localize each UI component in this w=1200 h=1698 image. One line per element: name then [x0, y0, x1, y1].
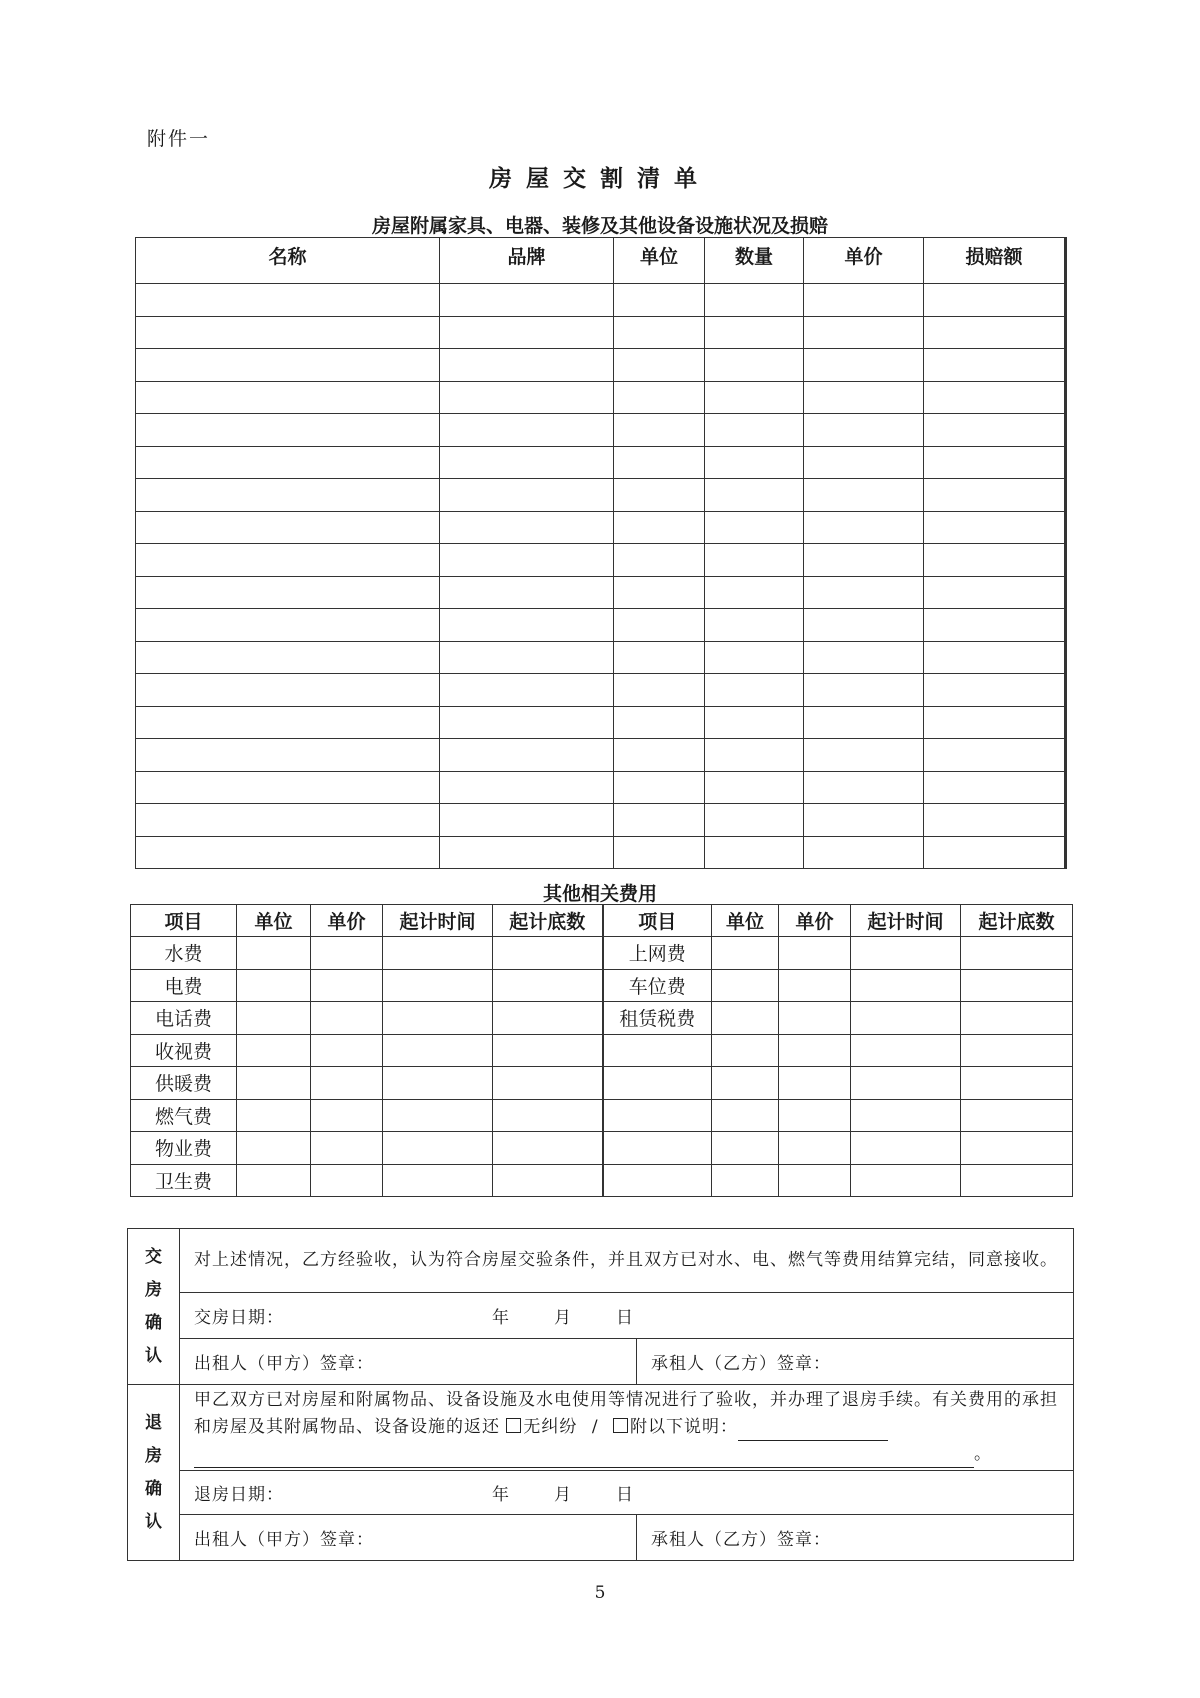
empty-cell[interactable]: [851, 1164, 961, 1197]
fees-section-heading: 其他相关费用: [542, 883, 657, 905]
empty-cell[interactable]: [440, 641, 614, 674]
empty-cell[interactable]: [614, 284, 705, 317]
empty-cell[interactable]: [804, 706, 924, 739]
empty-cell[interactable]: [237, 969, 311, 1002]
empty-cell[interactable]: [779, 937, 851, 970]
fees-header-row: [131, 905, 1073, 937]
empty-cell[interactable]: [779, 1067, 851, 1100]
empty-cell[interactable]: [705, 284, 804, 317]
empty-cell[interactable]: [136, 836, 440, 869]
empty-cell[interactable]: [614, 804, 705, 837]
empty-cell[interactable]: [614, 641, 705, 674]
empty-cell[interactable]: [924, 284, 1066, 317]
empty-cell[interactable]: [136, 609, 440, 642]
empty-cell[interactable]: [237, 1164, 311, 1197]
empty-cell[interactable]: [705, 641, 804, 674]
empty-cell[interactable]: [383, 1067, 493, 1100]
table-row: [136, 706, 1066, 739]
empty-cell[interactable]: [614, 836, 705, 869]
fee-item-label: [603, 1067, 712, 1100]
table-row: [136, 414, 1066, 447]
empty-cell[interactable]: [779, 1002, 851, 1035]
empty-cell[interactable]: [311, 969, 383, 1002]
empty-cell[interactable]: [614, 544, 705, 577]
table-row: [136, 381, 1066, 414]
empty-cell[interactable]: [136, 641, 440, 674]
table-row: [136, 641, 1066, 674]
empty-cell[interactable]: [924, 414, 1066, 447]
empty-cell[interactable]: [311, 1034, 383, 1067]
empty-cell[interactable]: [804, 576, 924, 609]
empty-cell[interactable]: [924, 576, 1066, 609]
column-header: 单价: [311, 905, 383, 937]
empty-cell[interactable]: [705, 771, 804, 804]
handover-year: 年: [492, 1308, 510, 1328]
empty-cell[interactable]: [705, 414, 804, 447]
table-row: [136, 479, 1066, 512]
empty-cell[interactable]: [804, 381, 924, 414]
column-header: 品牌: [440, 238, 614, 284]
empty-cell[interactable]: [614, 609, 705, 642]
empty-cell[interactable]: [924, 706, 1066, 739]
empty-cell[interactable]: [961, 1164, 1073, 1197]
empty-cell[interactable]: [961, 1067, 1073, 1100]
checkout-day: 日: [616, 1485, 634, 1505]
checkout-lessee-signature: 承租人（乙方）签章：: [637, 1515, 1074, 1561]
table-row: [136, 544, 1066, 577]
empty-cell[interactable]: [705, 479, 804, 512]
empty-cell[interactable]: [779, 1164, 851, 1197]
empty-cell[interactable]: [614, 576, 705, 609]
empty-cell[interactable]: [924, 316, 1066, 349]
fee-item-label: 电话费: [131, 1002, 237, 1035]
table-row: [136, 349, 1066, 382]
empty-cell[interactable]: [705, 836, 804, 869]
empty-cell[interactable]: [440, 576, 614, 609]
checkout-date-label: 退房日期：: [194, 1485, 284, 1505]
empty-cell[interactable]: [440, 316, 614, 349]
table-row: [136, 316, 1066, 349]
empty-cell[interactable]: [779, 1132, 851, 1165]
empty-cell[interactable]: [961, 1002, 1073, 1035]
handover-lessee-signature: 承租人（乙方）签章：: [637, 1339, 1074, 1385]
checkout-sign-row: [128, 1515, 1074, 1561]
empty-cell[interactable]: [804, 511, 924, 544]
table-row: [131, 937, 1073, 970]
attachment-label: 附件一: [147, 128, 211, 150]
fee-item-label: 水费: [131, 937, 237, 970]
empty-cell[interactable]: [804, 674, 924, 707]
handover-date-label: 交房日期：: [194, 1308, 284, 1328]
checkout-date: [180, 1471, 1074, 1515]
handover-day: 日: [616, 1308, 634, 1328]
empty-cell[interactable]: [712, 969, 779, 1002]
empty-cell[interactable]: [136, 576, 440, 609]
handover-date-row: [128, 1293, 1074, 1339]
empty-cell[interactable]: [851, 1132, 961, 1165]
empty-cell[interactable]: [493, 1002, 603, 1035]
empty-cell[interactable]: [136, 414, 440, 447]
empty-cell[interactable]: [804, 641, 924, 674]
empty-cell[interactable]: [712, 1164, 779, 1197]
empty-cell[interactable]: [440, 284, 614, 317]
option-no-dispute: 无纠纷: [523, 1417, 578, 1437]
empty-cell[interactable]: [237, 1132, 311, 1165]
fee-item-label: [603, 1132, 712, 1165]
empty-cell[interactable]: [493, 1132, 603, 1165]
empty-cell[interactable]: [712, 1067, 779, 1100]
empty-cell[interactable]: [961, 969, 1073, 1002]
empty-cell[interactable]: [440, 511, 614, 544]
empty-cell[interactable]: [440, 674, 614, 707]
empty-cell[interactable]: [924, 609, 1066, 642]
empty-cell[interactable]: [311, 1099, 383, 1132]
table-row: [136, 576, 1066, 609]
empty-cell[interactable]: [924, 641, 1066, 674]
empty-cell[interactable]: [136, 804, 440, 837]
checkout-month: 月: [554, 1485, 572, 1505]
empty-cell[interactable]: [493, 937, 603, 970]
empty-cell[interactable]: [804, 349, 924, 382]
checkout-statement-text: 甲乙双方已对房屋和附属物品、设备设施及水电使用等情况进行了验收，并办理了退房手续。有关费用的承担和房屋及其附属物品、设备设施的返还: [194, 1390, 1058, 1437]
empty-cell[interactable]: [383, 969, 493, 1002]
table-row: [131, 1067, 1073, 1100]
empty-cell[interactable]: [136, 674, 440, 707]
fee-item-label: 车位费: [603, 969, 712, 1002]
empty-cell[interactable]: [237, 1002, 311, 1035]
handover-confirm-label: [128, 1229, 180, 1385]
column-header: 单价: [804, 238, 924, 284]
furniture-header-row: [136, 238, 1066, 284]
table-row: [136, 511, 1066, 544]
empty-cell[interactable]: [383, 1132, 493, 1165]
empty-cell[interactable]: [383, 937, 493, 970]
checkout-year: 年: [492, 1485, 510, 1505]
column-header: 单位: [712, 905, 779, 937]
empty-cell[interactable]: [136, 479, 440, 512]
empty-cell[interactable]: [924, 674, 1066, 707]
empty-cell[interactable]: [311, 1164, 383, 1197]
empty-cell[interactable]: [383, 1034, 493, 1067]
empty-cell[interactable]: [136, 284, 440, 317]
empty-cell[interactable]: [237, 1034, 311, 1067]
empty-cell[interactable]: [705, 544, 804, 577]
table-row: [136, 804, 1066, 837]
empty-cell[interactable]: [924, 836, 1066, 869]
handover-statement-row: [128, 1229, 1074, 1293]
empty-cell[interactable]: [440, 771, 614, 804]
confirmation-table: [127, 1228, 1074, 1561]
checkout-lessor-signature: 出租人（甲方）签章：: [180, 1515, 637, 1561]
handover-statement: 对上述情况，乙方经验收，认为符合房屋交验条件，并且双方已对水、电、燃气等费用结算完结，同意接收。: [180, 1229, 1074, 1293]
notes-blank-line[interactable]: [194, 1447, 974, 1468]
empty-cell[interactable]: [924, 544, 1066, 577]
fee-item-label: 上网费: [603, 937, 712, 970]
empty-cell[interactable]: [614, 349, 705, 382]
empty-cell[interactable]: [705, 316, 804, 349]
empty-cell[interactable]: [614, 381, 705, 414]
empty-cell[interactable]: [440, 544, 614, 577]
empty-cell[interactable]: [136, 706, 440, 739]
column-header: 名称: [136, 238, 440, 284]
empty-cell[interactable]: [237, 1099, 311, 1132]
empty-cell[interactable]: [440, 739, 614, 772]
empty-cell[interactable]: [804, 414, 924, 447]
empty-cell[interactable]: [804, 836, 924, 869]
empty-cell[interactable]: [136, 511, 440, 544]
column-header: 起计底数: [493, 905, 603, 937]
empty-cell[interactable]: [961, 1034, 1073, 1067]
handover-label-text: 交 房 确 认: [145, 1246, 162, 1366]
fee-item-label: 供暖费: [131, 1067, 237, 1100]
furniture-section-heading: 房屋附属家具、电器、装修及其他设备设施状况及损赔: [371, 215, 828, 237]
empty-cell[interactable]: [924, 511, 1066, 544]
empty-cell[interactable]: [705, 674, 804, 707]
fee-item-label: 卫生费: [131, 1164, 237, 1197]
empty-cell[interactable]: [136, 349, 440, 382]
handover-lessor-signature: 出租人（甲方）签章：: [180, 1339, 637, 1385]
empty-cell[interactable]: [712, 937, 779, 970]
option-separator: /: [591, 1417, 599, 1437]
table-row: [131, 1099, 1073, 1132]
checkout-statement: [180, 1385, 1074, 1471]
empty-cell[interactable]: [136, 771, 440, 804]
empty-cell[interactable]: [440, 609, 614, 642]
checkout-date-row: [128, 1471, 1074, 1515]
empty-cell[interactable]: [705, 381, 804, 414]
empty-cell[interactable]: [851, 1099, 961, 1132]
table-row: [136, 446, 1066, 479]
column-header: 项目: [603, 905, 712, 937]
empty-cell[interactable]: [705, 349, 804, 382]
empty-cell[interactable]: [804, 479, 924, 512]
empty-cell[interactable]: [924, 479, 1066, 512]
handover-date: [180, 1293, 1074, 1339]
empty-cell[interactable]: [493, 969, 603, 1002]
table-row: [136, 674, 1066, 707]
notes-blank-line[interactable]: [738, 1440, 888, 1441]
empty-cell[interactable]: [614, 706, 705, 739]
table-row: [136, 836, 1066, 869]
column-header: 项目: [131, 905, 237, 937]
empty-cell[interactable]: [493, 1067, 603, 1100]
empty-cell[interactable]: [311, 1067, 383, 1100]
empty-cell[interactable]: [804, 739, 924, 772]
empty-cell[interactable]: [614, 511, 705, 544]
empty-cell[interactable]: [614, 446, 705, 479]
empty-cell[interactable]: [311, 1002, 383, 1035]
empty-cell[interactable]: [924, 349, 1066, 382]
column-header: 数量: [705, 238, 804, 284]
empty-cell[interactable]: [712, 1034, 779, 1067]
empty-cell[interactable]: [804, 544, 924, 577]
empty-cell[interactable]: [924, 771, 1066, 804]
empty-cell[interactable]: [440, 836, 614, 869]
column-header: 损赔额: [924, 238, 1066, 284]
checkout-confirm-label: [128, 1385, 180, 1561]
empty-cell[interactable]: [924, 804, 1066, 837]
empty-cell[interactable]: [440, 414, 614, 447]
empty-cell[interactable]: [614, 739, 705, 772]
table-row: [136, 284, 1066, 317]
fee-item-label: [603, 1099, 712, 1132]
end-mark: 。: [974, 1444, 992, 1464]
empty-cell[interactable]: [712, 1099, 779, 1132]
empty-cell[interactable]: [705, 706, 804, 739]
empty-cell[interactable]: [136, 381, 440, 414]
checkout-label-text: 退 房 确 认: [145, 1412, 162, 1532]
empty-cell[interactable]: [705, 446, 804, 479]
empty-cell[interactable]: [311, 1132, 383, 1165]
fee-item-label: [603, 1034, 712, 1067]
table-row: [131, 1132, 1073, 1165]
empty-cell[interactable]: [779, 1034, 851, 1067]
empty-cell[interactable]: [493, 1099, 603, 1132]
handover-sign-row: [128, 1339, 1074, 1385]
table-row: [131, 969, 1073, 1002]
empty-cell[interactable]: [705, 576, 804, 609]
empty-cell[interactable]: [804, 284, 924, 317]
fee-item-label: 收视费: [131, 1034, 237, 1067]
table-row: [131, 1164, 1073, 1197]
empty-cell[interactable]: [705, 804, 804, 837]
table-row: [131, 1002, 1073, 1035]
column-header: 起计时间: [383, 905, 493, 937]
fee-item-label: [603, 1164, 712, 1197]
empty-cell[interactable]: [712, 1132, 779, 1165]
empty-cell[interactable]: [924, 381, 1066, 414]
empty-cell[interactable]: [961, 1099, 1073, 1132]
empty-cell[interactable]: [383, 1164, 493, 1197]
empty-cell[interactable]: [493, 1034, 603, 1067]
empty-cell[interactable]: [237, 937, 311, 970]
empty-cell[interactable]: [440, 479, 614, 512]
page-number: 5: [594, 1583, 606, 1603]
empty-cell[interactable]: [136, 739, 440, 772]
table-row: [136, 739, 1066, 772]
empty-cell[interactable]: [614, 674, 705, 707]
fees-table: [130, 904, 1073, 1197]
empty-cell[interactable]: [614, 479, 705, 512]
empty-cell[interactable]: [440, 381, 614, 414]
empty-cell[interactable]: [924, 446, 1066, 479]
empty-cell[interactable]: [136, 446, 440, 479]
empty-cell[interactable]: [804, 609, 924, 642]
table-row: [131, 1034, 1073, 1067]
empty-cell[interactable]: [851, 1002, 961, 1035]
empty-cell[interactable]: [804, 446, 924, 479]
empty-cell[interactable]: [493, 1164, 603, 1197]
empty-cell[interactable]: [383, 1099, 493, 1132]
empty-cell[interactable]: [851, 937, 961, 970]
column-header: 单位: [614, 238, 705, 284]
column-header: 起计时间: [851, 905, 961, 937]
empty-cell[interactable]: [237, 1067, 311, 1100]
empty-cell[interactable]: [851, 1067, 961, 1100]
empty-cell[interactable]: [311, 937, 383, 970]
checkbox-icon[interactable]: [506, 1418, 521, 1433]
empty-cell[interactable]: [440, 804, 614, 837]
table-row: [136, 771, 1066, 804]
table-row: [136, 609, 1066, 642]
furniture-table: [135, 237, 1067, 869]
empty-cell[interactable]: [804, 804, 924, 837]
empty-cell[interactable]: [961, 1132, 1073, 1165]
empty-cell[interactable]: [779, 1099, 851, 1132]
empty-cell[interactable]: [851, 1034, 961, 1067]
column-header: 单位: [237, 905, 311, 937]
empty-cell[interactable]: [136, 316, 440, 349]
empty-cell[interactable]: [440, 349, 614, 382]
empty-cell[interactable]: [924, 739, 1066, 772]
fee-item-label: 电费: [131, 969, 237, 1002]
empty-cell[interactable]: [712, 1002, 779, 1035]
empty-cell[interactable]: [383, 1002, 493, 1035]
empty-cell[interactable]: [136, 544, 440, 577]
empty-cell[interactable]: [614, 771, 705, 804]
empty-cell[interactable]: [804, 771, 924, 804]
fee-item-label: 物业费: [131, 1132, 237, 1165]
empty-cell[interactable]: [614, 316, 705, 349]
empty-cell[interactable]: [440, 446, 614, 479]
option-notes: 附以下说明：: [629, 1417, 738, 1437]
empty-cell[interactable]: [804, 316, 924, 349]
checkout-statement-row: [128, 1385, 1074, 1471]
empty-cell[interactable]: [440, 706, 614, 739]
fee-item-label: 燃气费: [131, 1099, 237, 1132]
empty-cell[interactable]: [614, 414, 705, 447]
document-title: 房屋交割清单: [489, 165, 711, 192]
fee-item-label: 租赁税费: [603, 1002, 712, 1035]
empty-cell[interactable]: [705, 609, 804, 642]
handover-month: 月: [554, 1308, 572, 1328]
empty-cell[interactable]: [705, 739, 804, 772]
empty-cell[interactable]: [961, 937, 1073, 970]
column-header: 起计底数: [961, 905, 1073, 937]
empty-cell[interactable]: [851, 969, 961, 1002]
checkbox-icon[interactable]: [613, 1418, 628, 1433]
empty-cell[interactable]: [705, 511, 804, 544]
column-header: 单价: [779, 905, 851, 937]
empty-cell[interactable]: [779, 969, 851, 1002]
